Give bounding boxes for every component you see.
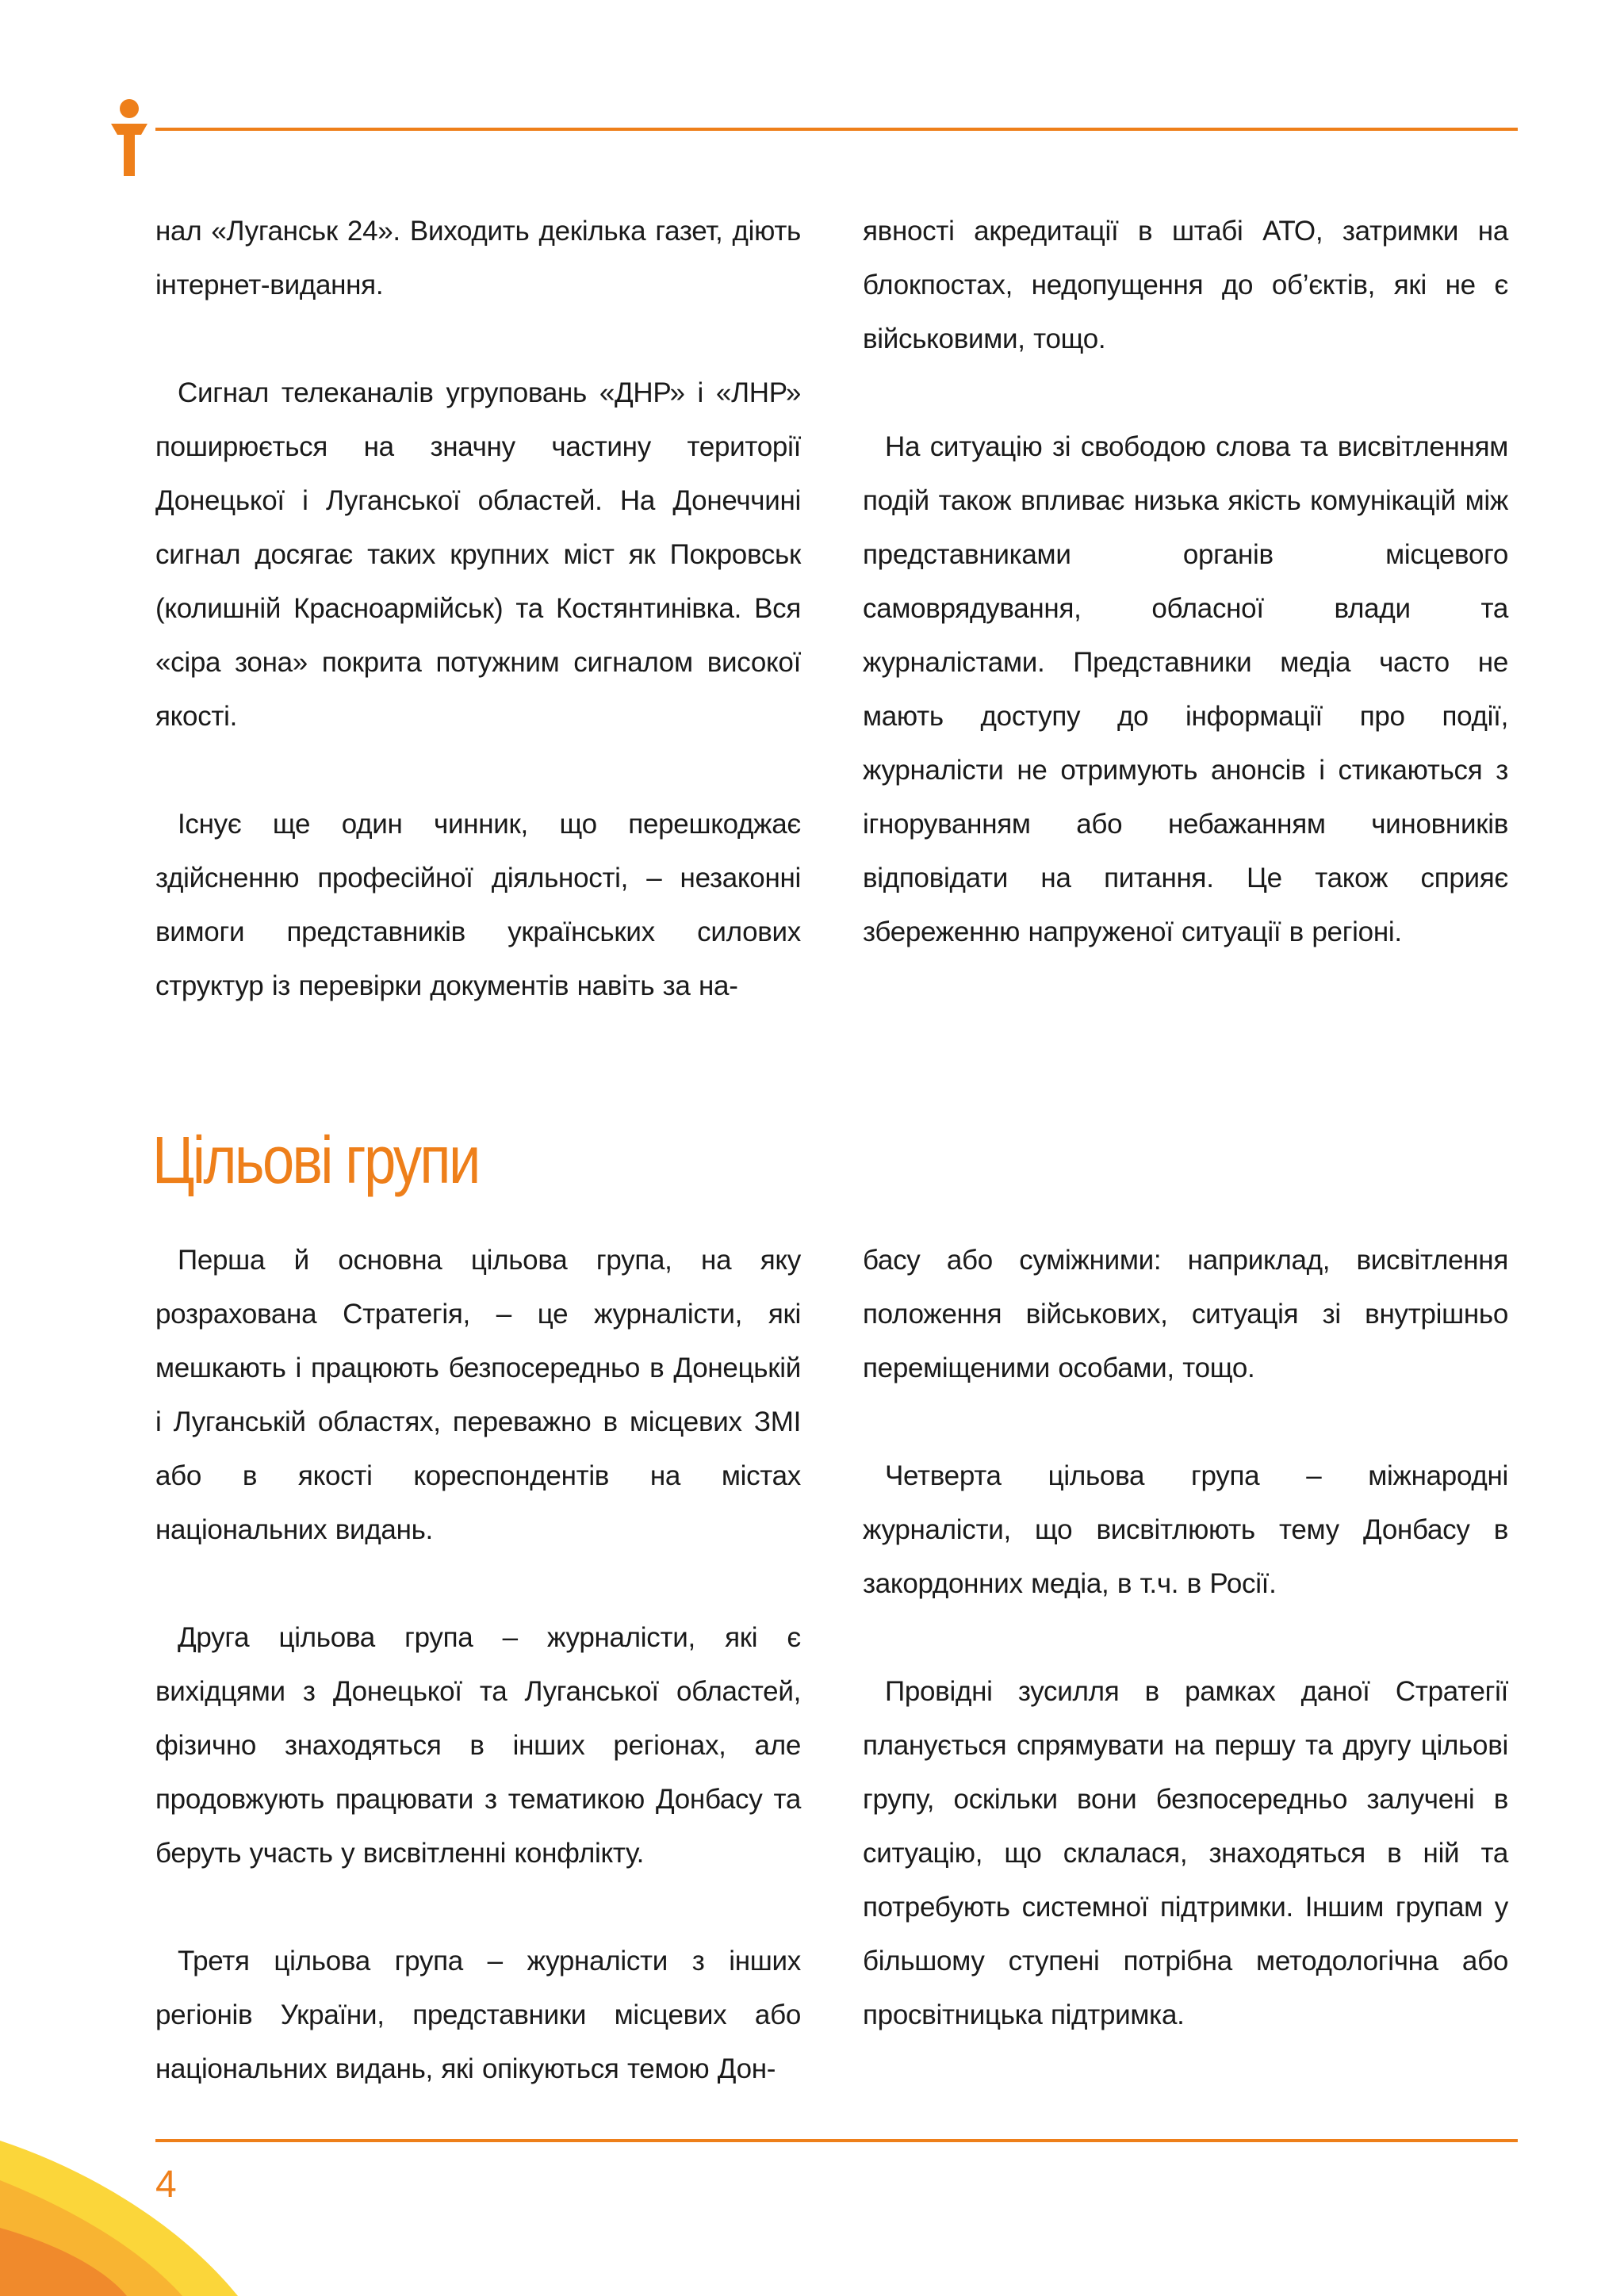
paragraph: басу або суміжними: наприклад, висвітлення положення військових, ситуація зі внутрішньо переміщеними особами, тощо.: [863, 1245, 1508, 1383]
section-heading: Цільові групи: [152, 1123, 479, 1197]
paragraph: Існує ще один чинник, що перешкоджає здійсненню професійної діяльності, – незаконні вимоги представників українських силових структур із перевірки документів навіть за на-: [155, 809, 801, 1001]
paragraph: явності акредитації в штабі АТО, затримки на блокпостах, недопущення до об’єктів, які не є військовими, тощо.: [863, 216, 1508, 354]
paragraph: Перша й основна цільова група, на яку розрахована Стратегія, – це журналісти, які мешкають і працюють безпосередньо в Донецькій і Луганській областях, переважно в місцевих ЗМІ або в якості кореспондентів на містах національних видань.: [155, 1245, 801, 1545]
column-right-section2: [863, 1234, 1508, 2042]
header-rule: [155, 128, 1518, 131]
paragraph: Сигнал телеканалів угруповань «ДНР» і «ЛНР» поширюється на значну частину території Донецької і Луганської областей. На Донеччині сигнал досягає таких крупних міст як Покровськ (колишній Красноармійськ) та Костянтинівка. Вся «сіра зона» покрита потужним сигналом високої якості.: [155, 377, 801, 732]
corner-wave-decoration: [0, 2125, 285, 2296]
column-left-section1: [155, 205, 801, 1013]
paragraph: Третя цільова група – журналісти з інших регіонів України, представники місцевих або національних видань, які опікуються темою Дон-: [155, 1946, 801, 2084]
column-left-section2: [155, 1234, 801, 2096]
person-figure-icon: [109, 98, 149, 178]
column-right-section1: [863, 205, 1508, 959]
paragraph: нал «Луганськ 24». Виходить декілька газет, діють інтернет-видання.: [155, 216, 801, 300]
footer-rule: [155, 2139, 1518, 2142]
paragraph: Друга цільова група – журналісти, які є вихідцями з Донецької та Луганської областей, фізично знаходяться в інших регіонах, але продовжують працювати з тематикою Донбасу та беруть участь у висвітленні конфлікту.: [155, 1622, 801, 1869]
page-number: 4: [155, 2164, 176, 2206]
paragraph: Четверта цільова група – міжнародні журналісти, що висвітлюють тему Донбасу в закордонних медіа, в т.ч. в Росії.: [863, 1460, 1508, 1599]
paragraph: Провідні зусилля в рамках даної Стратегії планується спрямувати на першу та другу цільові групу, оскільки вони безпосередньо залучені в ситуацію, що склалася, знаходяться в ній та потребують системної підтримки. Іншим групам у більшому ступені потрібна методологічна або просвітницька підтримка.: [863, 1676, 1508, 2030]
paragraph: На ситуацію зі свободою слова та висвітленням подій також впливає низька якість комунікацій між представниками органів місцевого самоврядування, обласної влади та журналістами. Представники медіа часто не мають доступу до інформації про події, журналісти не отримують анонсів і стикаються з ігноруванням або небажанням чиновників відповідати на питання. Це також сприяє збереженню напруженої ситуації в регіоні.: [863, 431, 1508, 947]
